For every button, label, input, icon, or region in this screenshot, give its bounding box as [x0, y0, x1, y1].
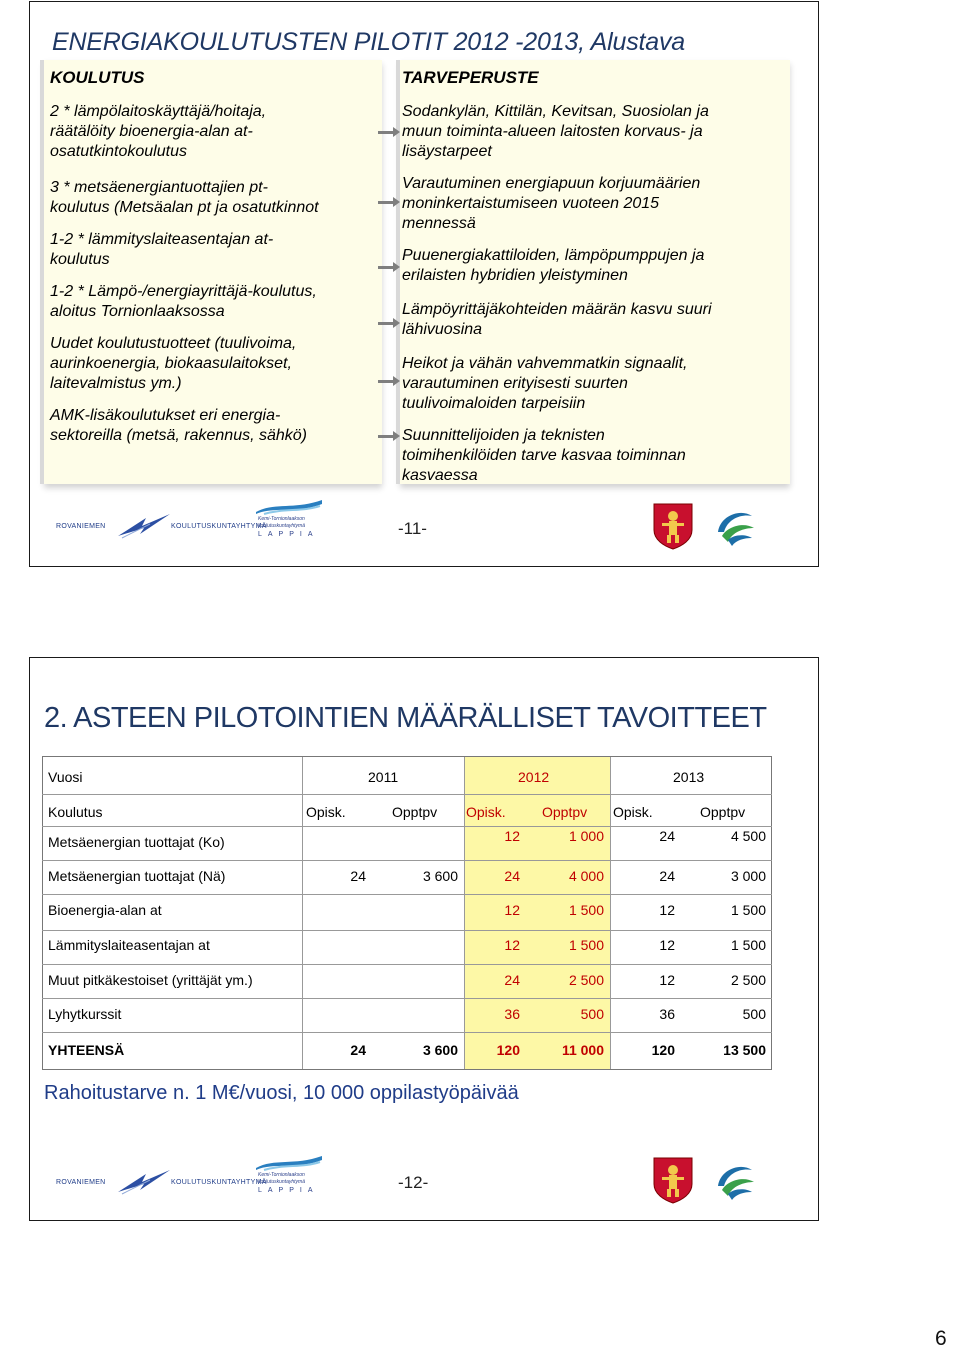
- row-label: Lyhytkurssit: [48, 1006, 122, 1022]
- table-cell: 24: [350, 1042, 366, 1058]
- swoosh-logo-icon: [714, 506, 756, 548]
- slide-title: ENERGIAKOULUTUSTEN PILOTIT 2012 -2013, Alustava: [52, 28, 685, 56]
- table-cell: 24: [504, 868, 520, 884]
- table-cell: 3 600: [422, 1042, 458, 1058]
- rationale-item: Suunnittelijoiden ja teknisten toimihenkilöiden tarve kasvaa toiminnan kasvaessa: [402, 427, 686, 484]
- slide-11: [29, 1, 819, 567]
- table-cell: 1 500: [730, 902, 766, 918]
- logo-text: ROVANIEMEN: [56, 1179, 106, 1186]
- table-cell: 4 000: [568, 868, 604, 884]
- rationale-heading: TARVEPERUSTE: [402, 68, 539, 87]
- logo-text: koulutuskuntayhtymä: [258, 523, 305, 529]
- table-cell: 1 000: [568, 828, 604, 844]
- subheader: Opisk.: [306, 804, 346, 820]
- coat-of-arms-icon: [652, 502, 694, 550]
- table-cell: 36: [659, 1006, 675, 1022]
- coat-of-arms-icon: [652, 1156, 694, 1204]
- table-cell: 24: [659, 828, 675, 844]
- table-cell: 3 600: [422, 868, 458, 884]
- rationale-item: Sodankylän, Kittilän, Kevitsan, Suosiolan ja muun toiminta-alueen laitosten korvaus- ja lisäystarpeet: [402, 103, 709, 160]
- logo-text: koulutuskuntayhtymä: [258, 1179, 305, 1185]
- table-cell: 12: [504, 828, 520, 844]
- table-cell: 3 000: [730, 868, 766, 884]
- row-label: Metsäenergian tuottajat (Nä): [48, 868, 226, 884]
- table-cell: 12: [504, 902, 520, 918]
- page-number: -11-: [398, 519, 427, 538]
- row-label: Bioenergia-alan at: [48, 902, 162, 918]
- subheader: Opisk.: [613, 804, 653, 820]
- subheader: Opptpv: [700, 804, 746, 820]
- swoosh-logo-icon: [714, 1160, 756, 1202]
- rationale-panel: [400, 60, 790, 484]
- subheader: Opptpv: [542, 804, 588, 820]
- table-rule: [42, 1032, 772, 1033]
- table-rule: [302, 757, 303, 1069]
- funding-note: Rahoitustarve n. 1 M€/vuosi, 10 000 oppilastyöpäivää: [44, 1082, 519, 1104]
- rationale-item: Puuenergiakattiloiden, lämpöpumppujen ja erilaisten hybridien yleistyminen: [402, 247, 705, 284]
- training-item: 3 * metsäenergiantuottajien pt- koulutus (Metsäalan pt ja osatutkinnot: [50, 179, 319, 216]
- arrow-right-icon: [378, 433, 400, 439]
- table-rule: [42, 998, 772, 999]
- rationale-item: Heikot ja vähän vahvemmatkin signaalit, varautuminen erityisesti suurten tuulivoimaloiden tarpeisiin: [402, 355, 688, 412]
- rationale-item: Varautuminen energiapuun korjuumäärien moninkertaistumiseen vuoteen 2015 mennessä: [402, 175, 701, 232]
- table-cell: 12: [659, 902, 675, 918]
- subheader: Opptpv: [392, 804, 438, 820]
- table-cell: 11 000: [561, 1042, 604, 1058]
- year-2013: 2013: [673, 769, 705, 785]
- year-2011: 2011: [368, 769, 399, 785]
- training-heading: KOULUTUS: [50, 68, 145, 87]
- table-cell: 36: [504, 1006, 520, 1022]
- row-label: Metsäenergian tuottajat (Ko): [48, 834, 225, 850]
- arrow-right-icon: [378, 378, 400, 384]
- logo-text: KOULUTUSKUNTAYHTYMÄ: [171, 1179, 267, 1186]
- logo-text: Kemi-Tornionlaakson: [258, 1172, 305, 1178]
- logo-text: ROVANIEMEN: [56, 523, 106, 530]
- lappia-logo: [254, 498, 334, 538]
- table-rule: [42, 826, 772, 827]
- table-cell: 500: [580, 1006, 604, 1022]
- table-cell: 13 500: [723, 1042, 766, 1058]
- row-label: Lämmityslaiteasentajan at: [48, 937, 210, 953]
- table-cell: 12: [504, 937, 520, 953]
- table-rule: [42, 894, 772, 895]
- training-item: AMK-lisäkoulutukset eri energia- sektoreilla (metsä, rakennus, sähkö): [50, 407, 307, 444]
- table-cell: 12: [659, 972, 675, 988]
- table-cell: 1 500: [568, 937, 604, 953]
- total-row-label: YHTEENSÄ: [48, 1042, 125, 1058]
- lappia-logo: [254, 1154, 334, 1194]
- wave-icon: [254, 1154, 324, 1172]
- table-rule: [42, 964, 772, 965]
- year-label: Vuosi: [48, 769, 83, 785]
- rationale-item: Lämpöyrittäjäkohteiden määrän kasvu suuri lähivuosina: [402, 301, 712, 338]
- table-cell: 24: [350, 868, 366, 884]
- koulutus-label: Koulutus: [48, 804, 103, 820]
- table-cell: 1 500: [568, 902, 604, 918]
- table-cell: 2 500: [568, 972, 604, 988]
- arrow-right-icon: [378, 129, 400, 135]
- arrow-right-icon: [378, 320, 400, 326]
- table-cell: 24: [659, 868, 675, 884]
- table-cell: 120: [496, 1042, 520, 1058]
- table-cell: 4 500: [730, 828, 766, 844]
- bird-icon: [116, 1168, 172, 1198]
- table-rule: [42, 794, 772, 795]
- year-2012: 2012: [518, 769, 550, 785]
- table-cell: 500: [742, 1006, 766, 1022]
- table-rule: [42, 930, 772, 931]
- table-rule: [610, 757, 611, 1069]
- arrow-right-icon: [378, 264, 400, 270]
- training-item: Uudet koulutustuotteet (tuulivoima, aurinkoenergia, biokaasulaitokset, laitevalmistus ym.): [50, 335, 297, 392]
- table-cell: 2 500: [730, 972, 766, 988]
- row-label: Muut pitkäkestoiset (yrittäjät ym.): [48, 972, 253, 988]
- table-cell: 12: [659, 937, 675, 953]
- training-item: 1-2 * lämmityslaiteasentajan at- koulutus: [50, 231, 274, 268]
- table-rule: [42, 860, 772, 861]
- table-cell: 1 500: [730, 937, 766, 953]
- training-item: 2 * lämpölaitoskäyttäjä/hoitaja, räätälöity bioenergia-alan at- osatutkintokoulutus: [50, 103, 267, 160]
- page-number: -12-: [398, 1173, 429, 1192]
- training-panel: [44, 60, 382, 484]
- training-item: 1-2 * Lämpö-/energiayrittäjä-koulutus, aloitus Tornionlaaksossa: [50, 283, 317, 320]
- logo-text: LAPPIA: [258, 1187, 319, 1194]
- slide-12: [29, 657, 819, 1221]
- table-rule: [464, 757, 465, 1069]
- bird-icon: [116, 512, 172, 542]
- wave-icon: [254, 498, 324, 516]
- rovaniemi-logo: [56, 1168, 267, 1200]
- subheader: Opisk.: [466, 804, 506, 820]
- slide-title: 2. ASTEEN PILOTOINTIEN MÄÄRÄLLISET TAVOITTEET: [44, 702, 767, 734]
- logo-text: KOULUTUSKUNTAYHTYMÄ: [171, 523, 267, 530]
- rovaniemi-logo: [56, 512, 267, 544]
- document-page-number: 6: [935, 1327, 947, 1350]
- table-cell: 120: [651, 1042, 675, 1058]
- logo-text: Kemi-Tornionlaakson: [258, 516, 305, 522]
- arrow-right-icon: [378, 199, 400, 205]
- table-cell: 24: [504, 972, 520, 988]
- logo-text: LAPPIA: [258, 531, 319, 538]
